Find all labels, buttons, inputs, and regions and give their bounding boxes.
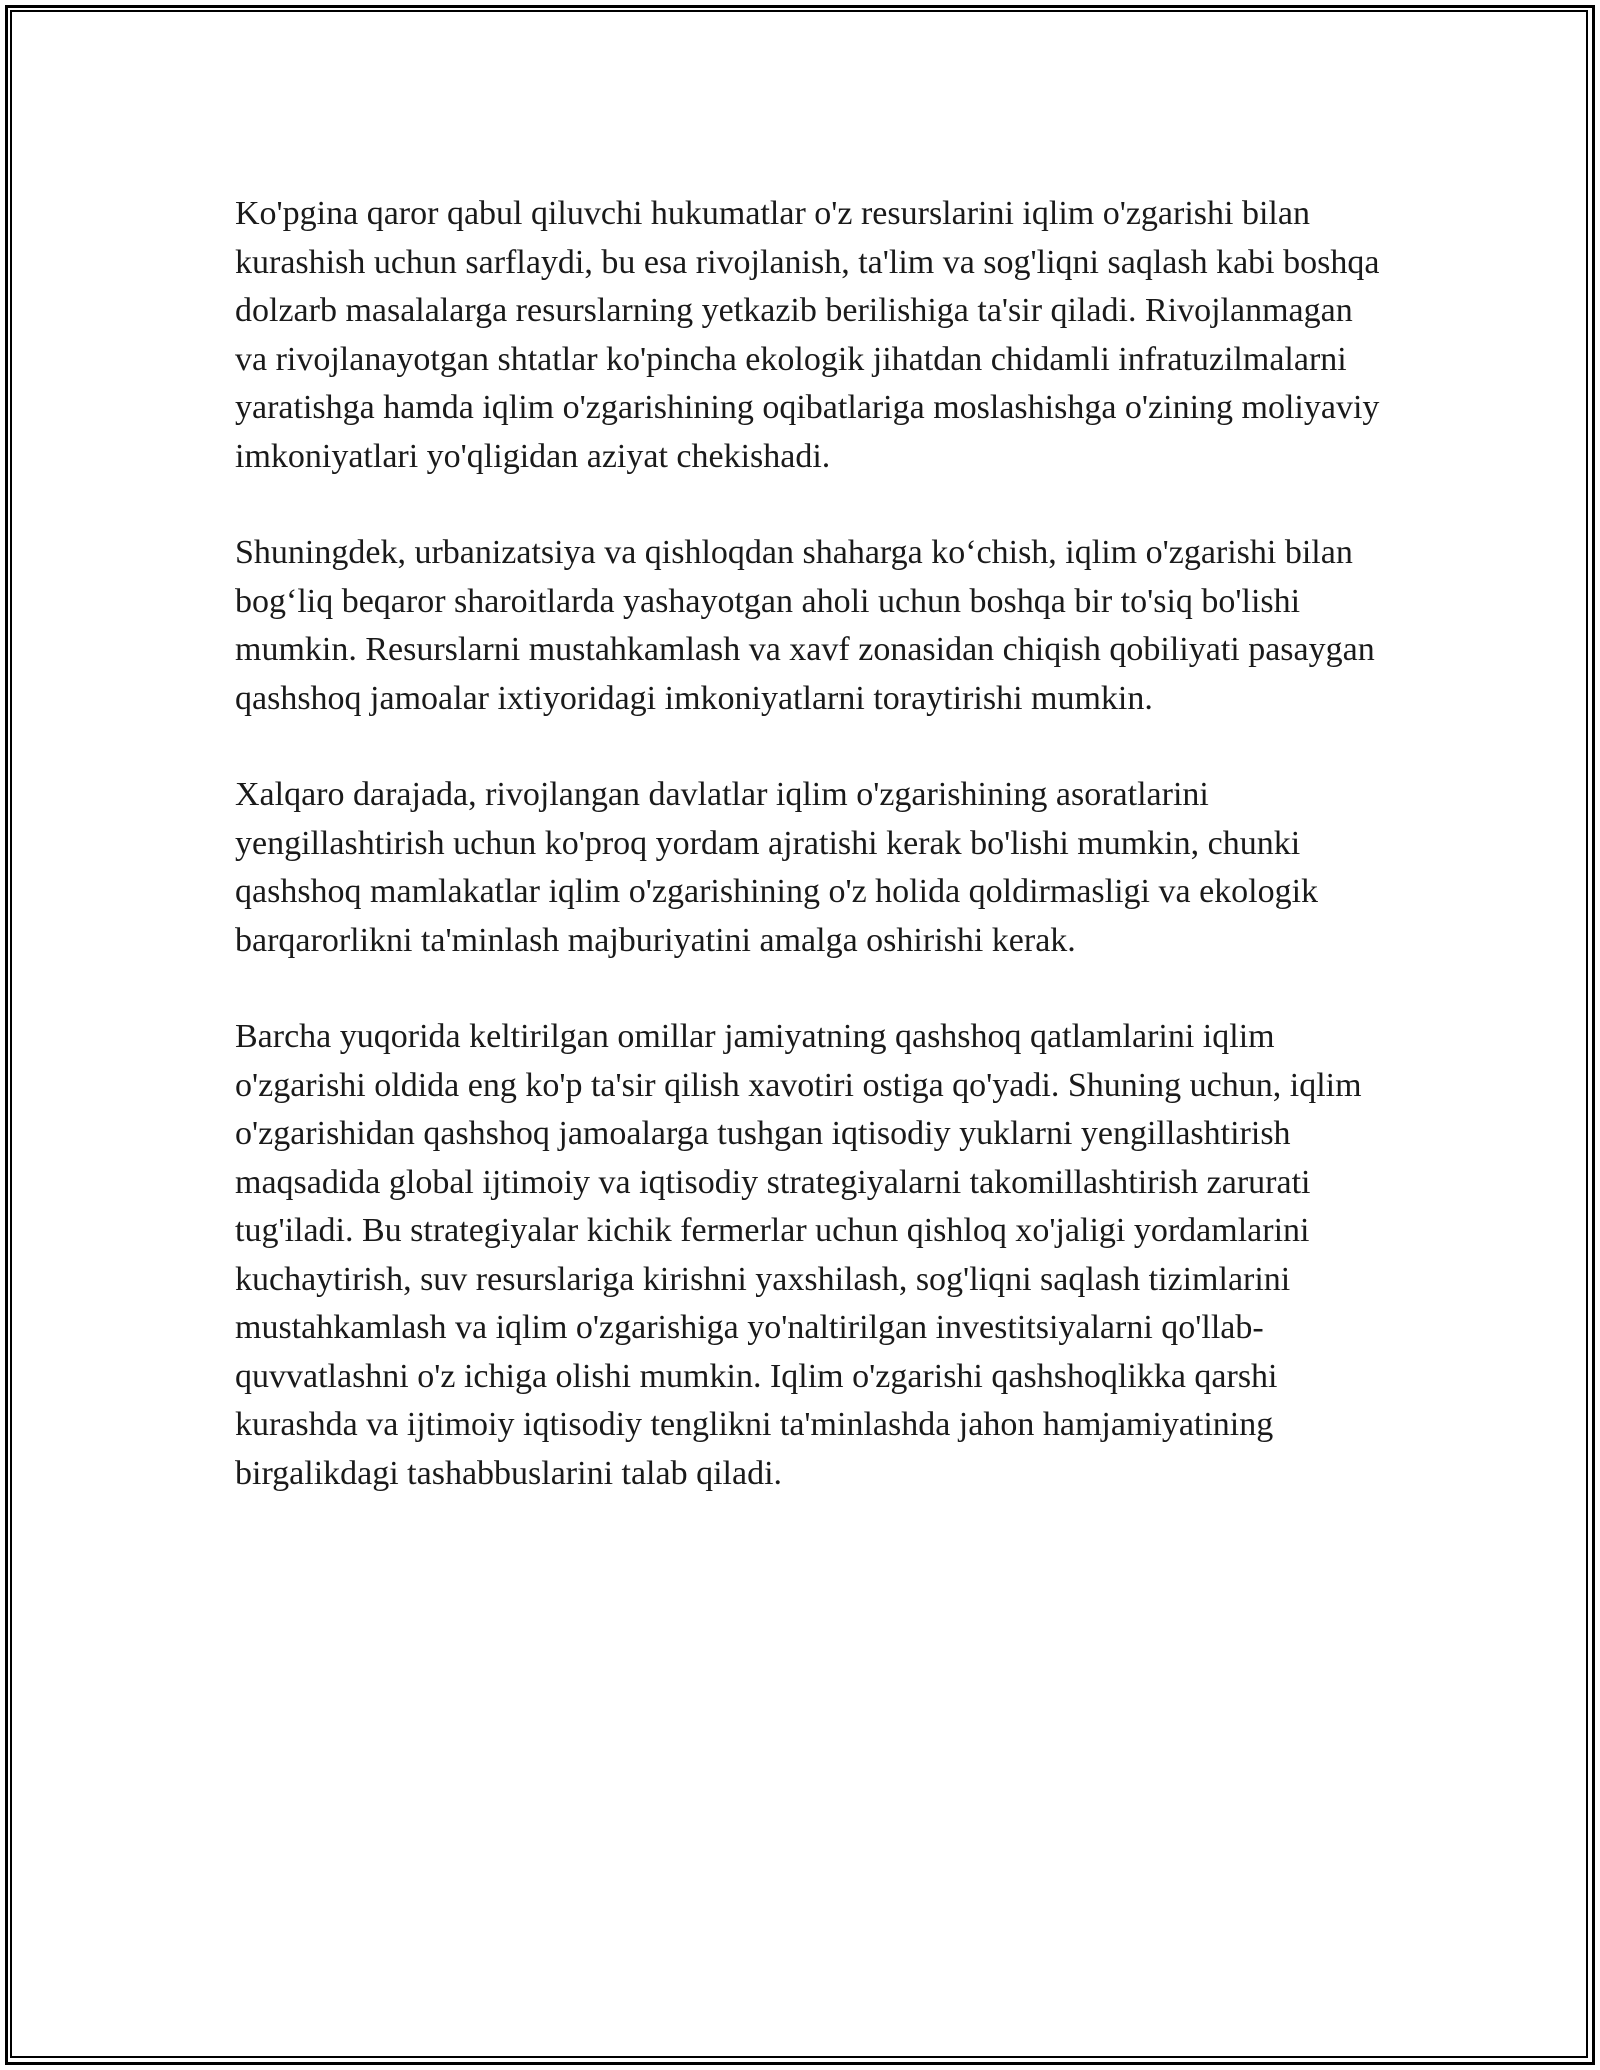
document-body	[235, 190, 1385, 1498]
paragraph-3: Xalqaro darajada, rivojlangan davlatlar iqlim o'zgarishining asoratlarini yengillashtirish uchun ko'proq yordam ajratishi kerak bo'lishi mumkin, chunki qashshoq mamlakatlar iqlim o'zgarishining o'z holida qoldirmasligi va ekologik barqarorlikni ta'minlash majburiyatini amalga oshirishi kerak.	[235, 776, 1319, 959]
paragraph-2: Shuningdek, urbanizatsiya va qishloqdan shaharga ko‘chish, iqlim o'zgarishi bilan bog‘liq beqaror sharoitlarda yashayotgan aholi uchun boshqa bir to'siq bo'lishi mumkin. Resurslarni mustahkamlash va xavf zonasidan chiqish qobiliyati pasaygan qashshoq jamoalar ixtiyoridagi imkoniyatlarni toraytirishi mumkin.	[235, 534, 1375, 717]
paragraph-1: Ko'pgina qaror qabul qiluvchi hukumatlar o'z resurslarini iqlim o'zgarishi bilan kurashish uchun sarflaydi, bu esa rivojlanish, ta'lim va sog'liqni saqlash kabi boshqa dolzarb masalalarga resurslarning yetkazib berilishiga ta'sir qiladi. Rivojlanmagan va rivojlanayotgan shtatlar ko'pincha ekologik jihatdan chidamli infratuzilmalarni yaratishga hamda iqlim o'zgarishining oqibatlariga moslashishga o'zining moliyaviy imkoniyatlari yo'qligidan aziyat chekishadi.	[235, 195, 1380, 475]
paragraph-4: Barcha yuqorida keltirilgan omillar jamiyatning qashshoq qatlamlarini iqlim o'zgarishi oldida eng ko'p ta'sir qilish xavotiri ostiga qo'yadi. Shuning uchun, iqlim o'zgarishidan qashshoq jamoalarga tushgan iqtisodiy yuklarni yengillashtirish maqsadida global ijtimoiy va iqtisodiy strategiyalarni takomillashtirish zarurati tug'iladi. Bu strategiyalar kichik fermerlar uchun qishloq xo'jaligi yordamlarini kuchaytirish, suv resurslariga kirishni yaxshilash, sog'liqni saqlash tizimlarini mustahkamlash va iqlim o'zgarishiga yo'naltirilgan investitsiyalarni qo'llab-quvvatlashni o'z ichiga olishi mumkin. Iqlim o'zgarishi qashshoqlikka qarshi kurashda va ijtimoiy iqtisodiy tenglikni ta'minlashda jahon hamjamiyatining birgalikdagi tashabbuslarini talab qiladi.	[235, 1018, 1362, 1492]
